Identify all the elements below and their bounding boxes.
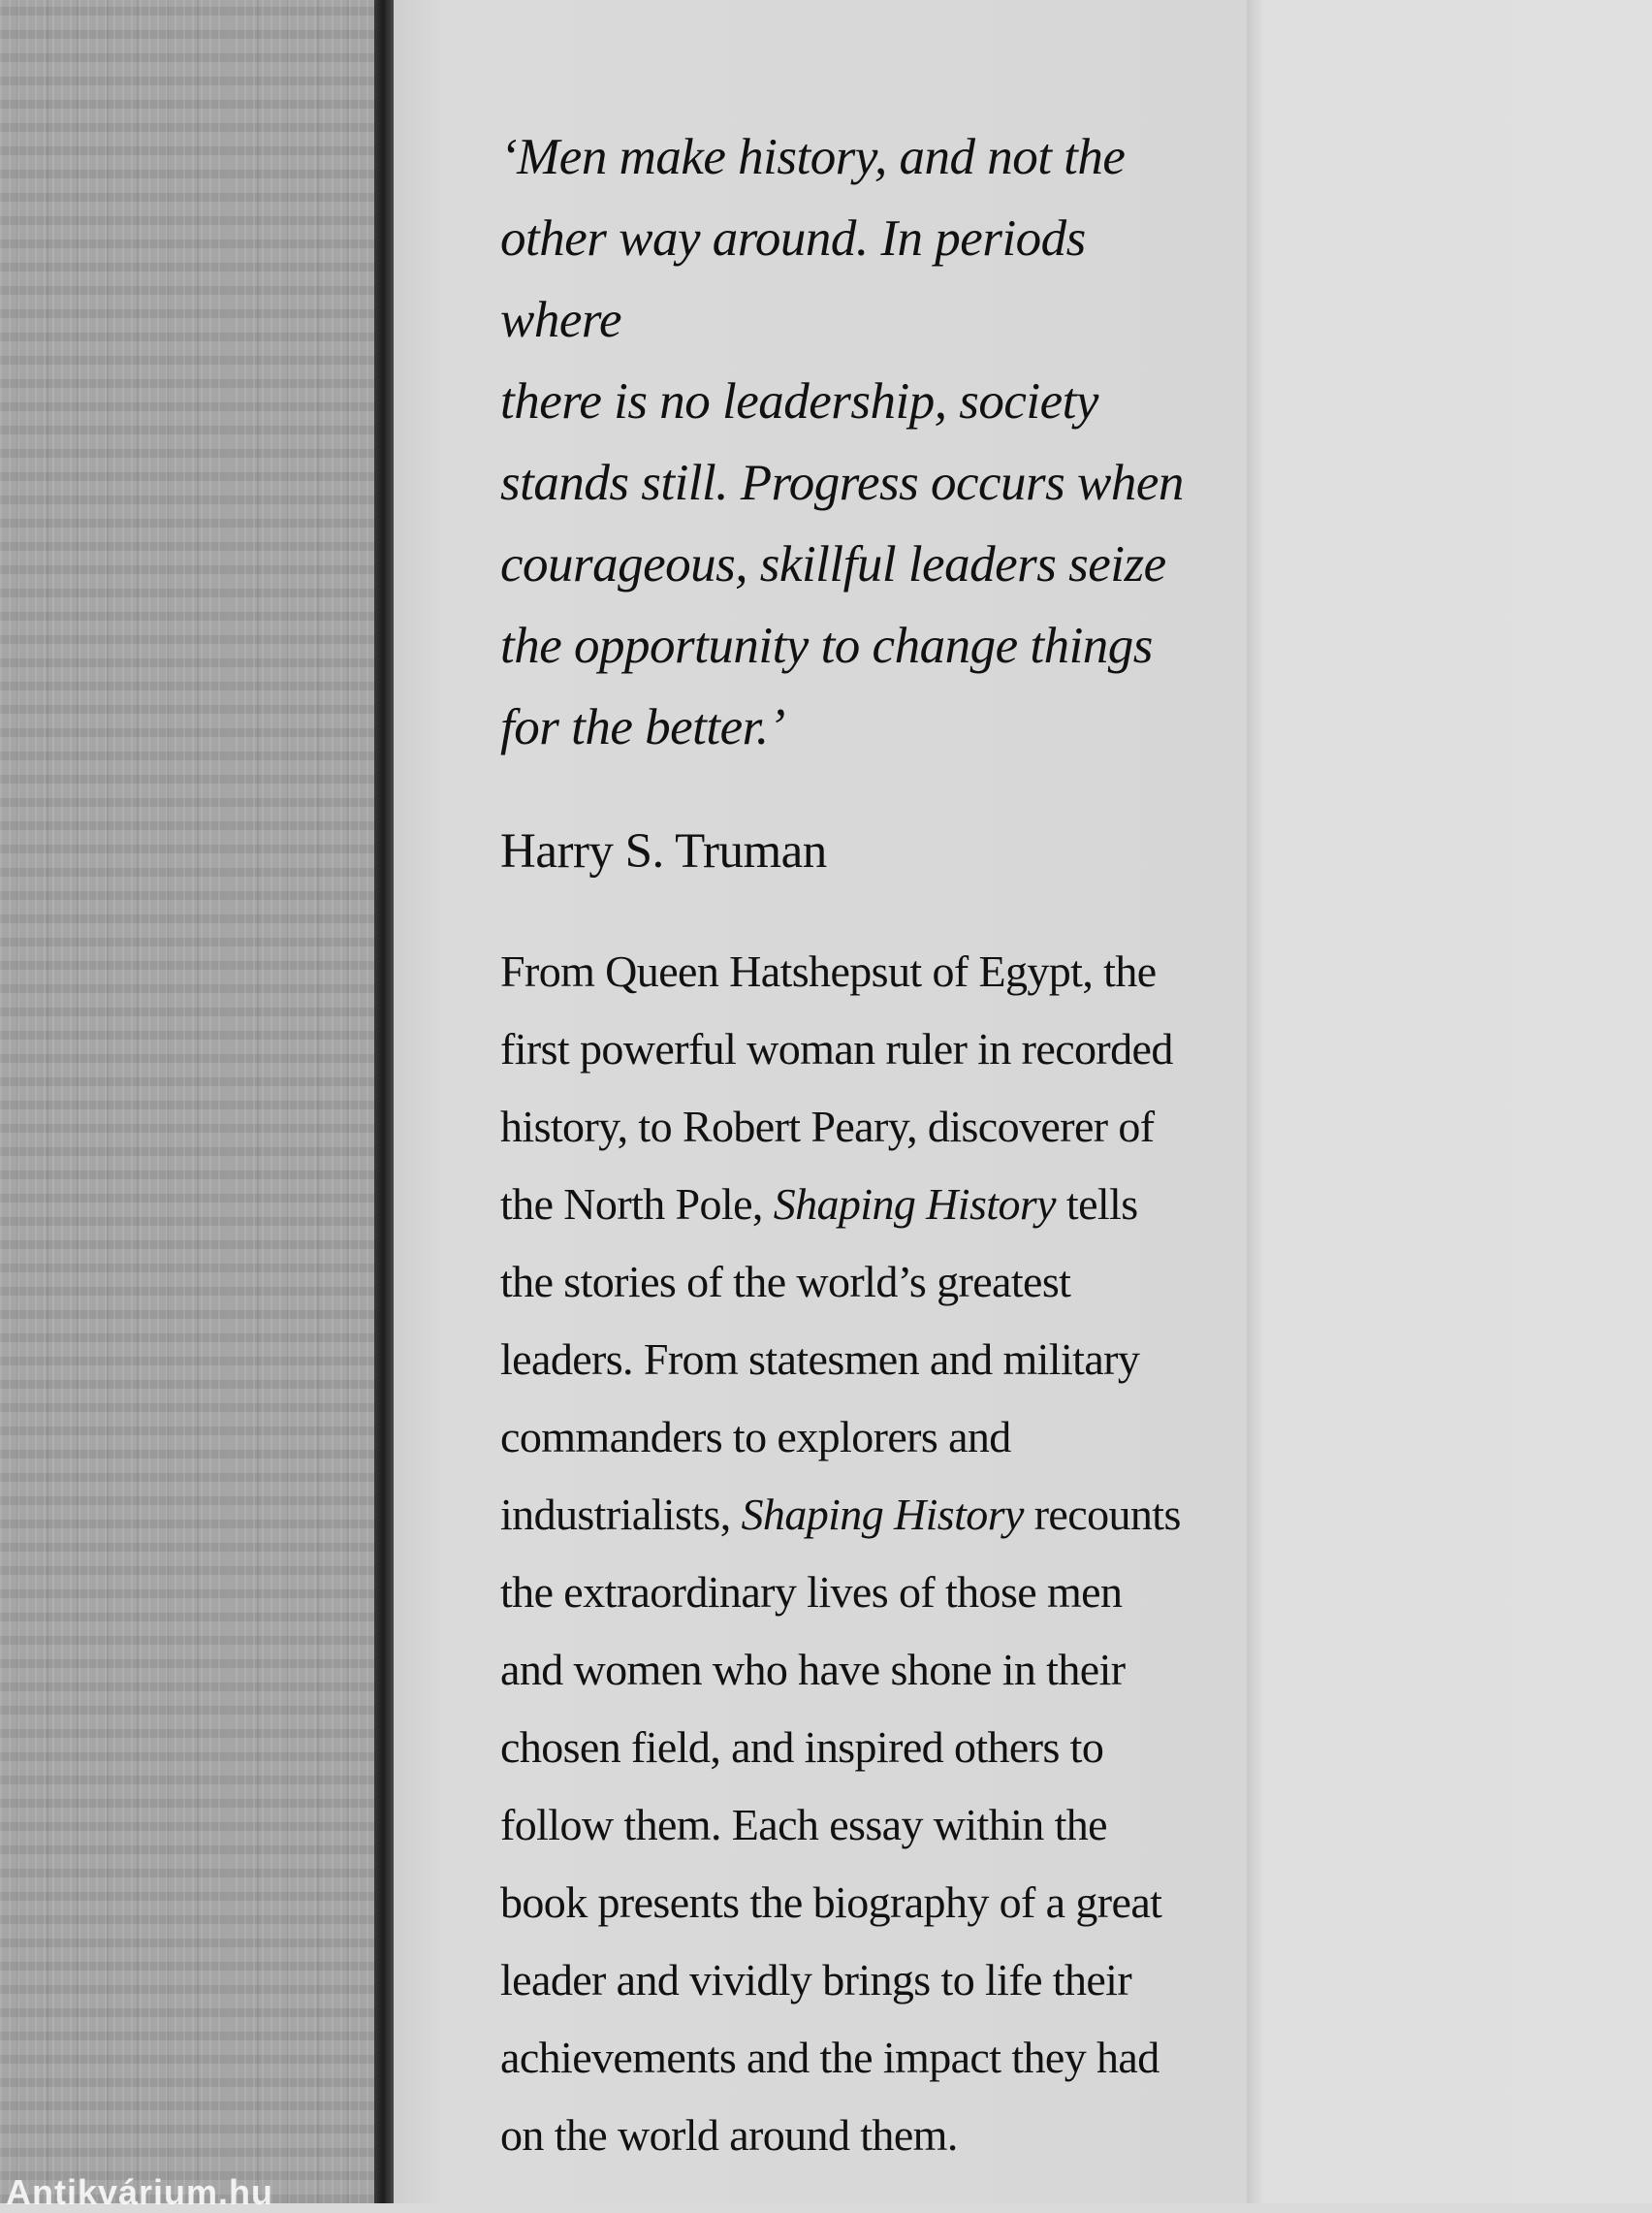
book-title-ref: Shaping History (773, 1179, 1056, 1229)
blurb-line: first powerful woman ruler in recorded (500, 1024, 1173, 1074)
blurb-line: book presents the biography of a great (500, 1877, 1162, 1927)
quote-author: Harry S. Truman (500, 824, 827, 879)
book-description (500, 933, 1208, 2174)
blurb-line: leaders. From statesmen and military (500, 1334, 1140, 1384)
quote-line: other way around. In periods where (500, 210, 1086, 348)
blurb-line: and women who have shone in their (500, 1645, 1126, 1694)
blurb-line: From Queen Hatshepsut of Egypt, the (500, 946, 1157, 996)
blurb-line: industrialists, (500, 1490, 742, 1539)
spine-edge (374, 0, 394, 2203)
cover-board (0, 0, 376, 2203)
facing-page (1247, 0, 1652, 2203)
book-title-ref: Shaping History (741, 1490, 1024, 1539)
blurb-line: the extraordinary lives of those men (500, 1567, 1123, 1617)
quote-line: stands still. Progress occurs when (500, 455, 1184, 511)
blurb-line: the North Pole, (500, 1179, 774, 1229)
quote-line: courageous, skillful leaders seize (500, 536, 1166, 593)
blurb-line: leader and vividly brings to life their (500, 1955, 1132, 2005)
blurb-line: follow them. Each essay within the (500, 1800, 1108, 1849)
watermark: Antikvárium.hu (6, 2172, 274, 2212)
blurb-line: recounts (1023, 1490, 1181, 1539)
blurb-line: chosen field, and inspired others to (500, 1722, 1104, 1772)
quote-line: the opportunity to change things (500, 618, 1153, 674)
blurb-line: on the world around them. (500, 2110, 958, 2160)
quote-line: for the better.’ (500, 699, 785, 755)
blurb-line: tells (1055, 1179, 1138, 1229)
quote-line: ‘Men make history, and not the (500, 129, 1126, 185)
blurb-line: commanders to explorers and (500, 1412, 1011, 1461)
blurb-line: the stories of the world’s greatest (500, 1257, 1071, 1306)
blurb-line: achievements and the impact they had (500, 2033, 1160, 2082)
blurb-line: history, to Robert Peary, discoverer of (500, 1102, 1155, 1151)
quote-line: there is no leadership, society (500, 373, 1098, 430)
flap-text (500, 116, 1208, 2174)
quote (500, 116, 1208, 768)
